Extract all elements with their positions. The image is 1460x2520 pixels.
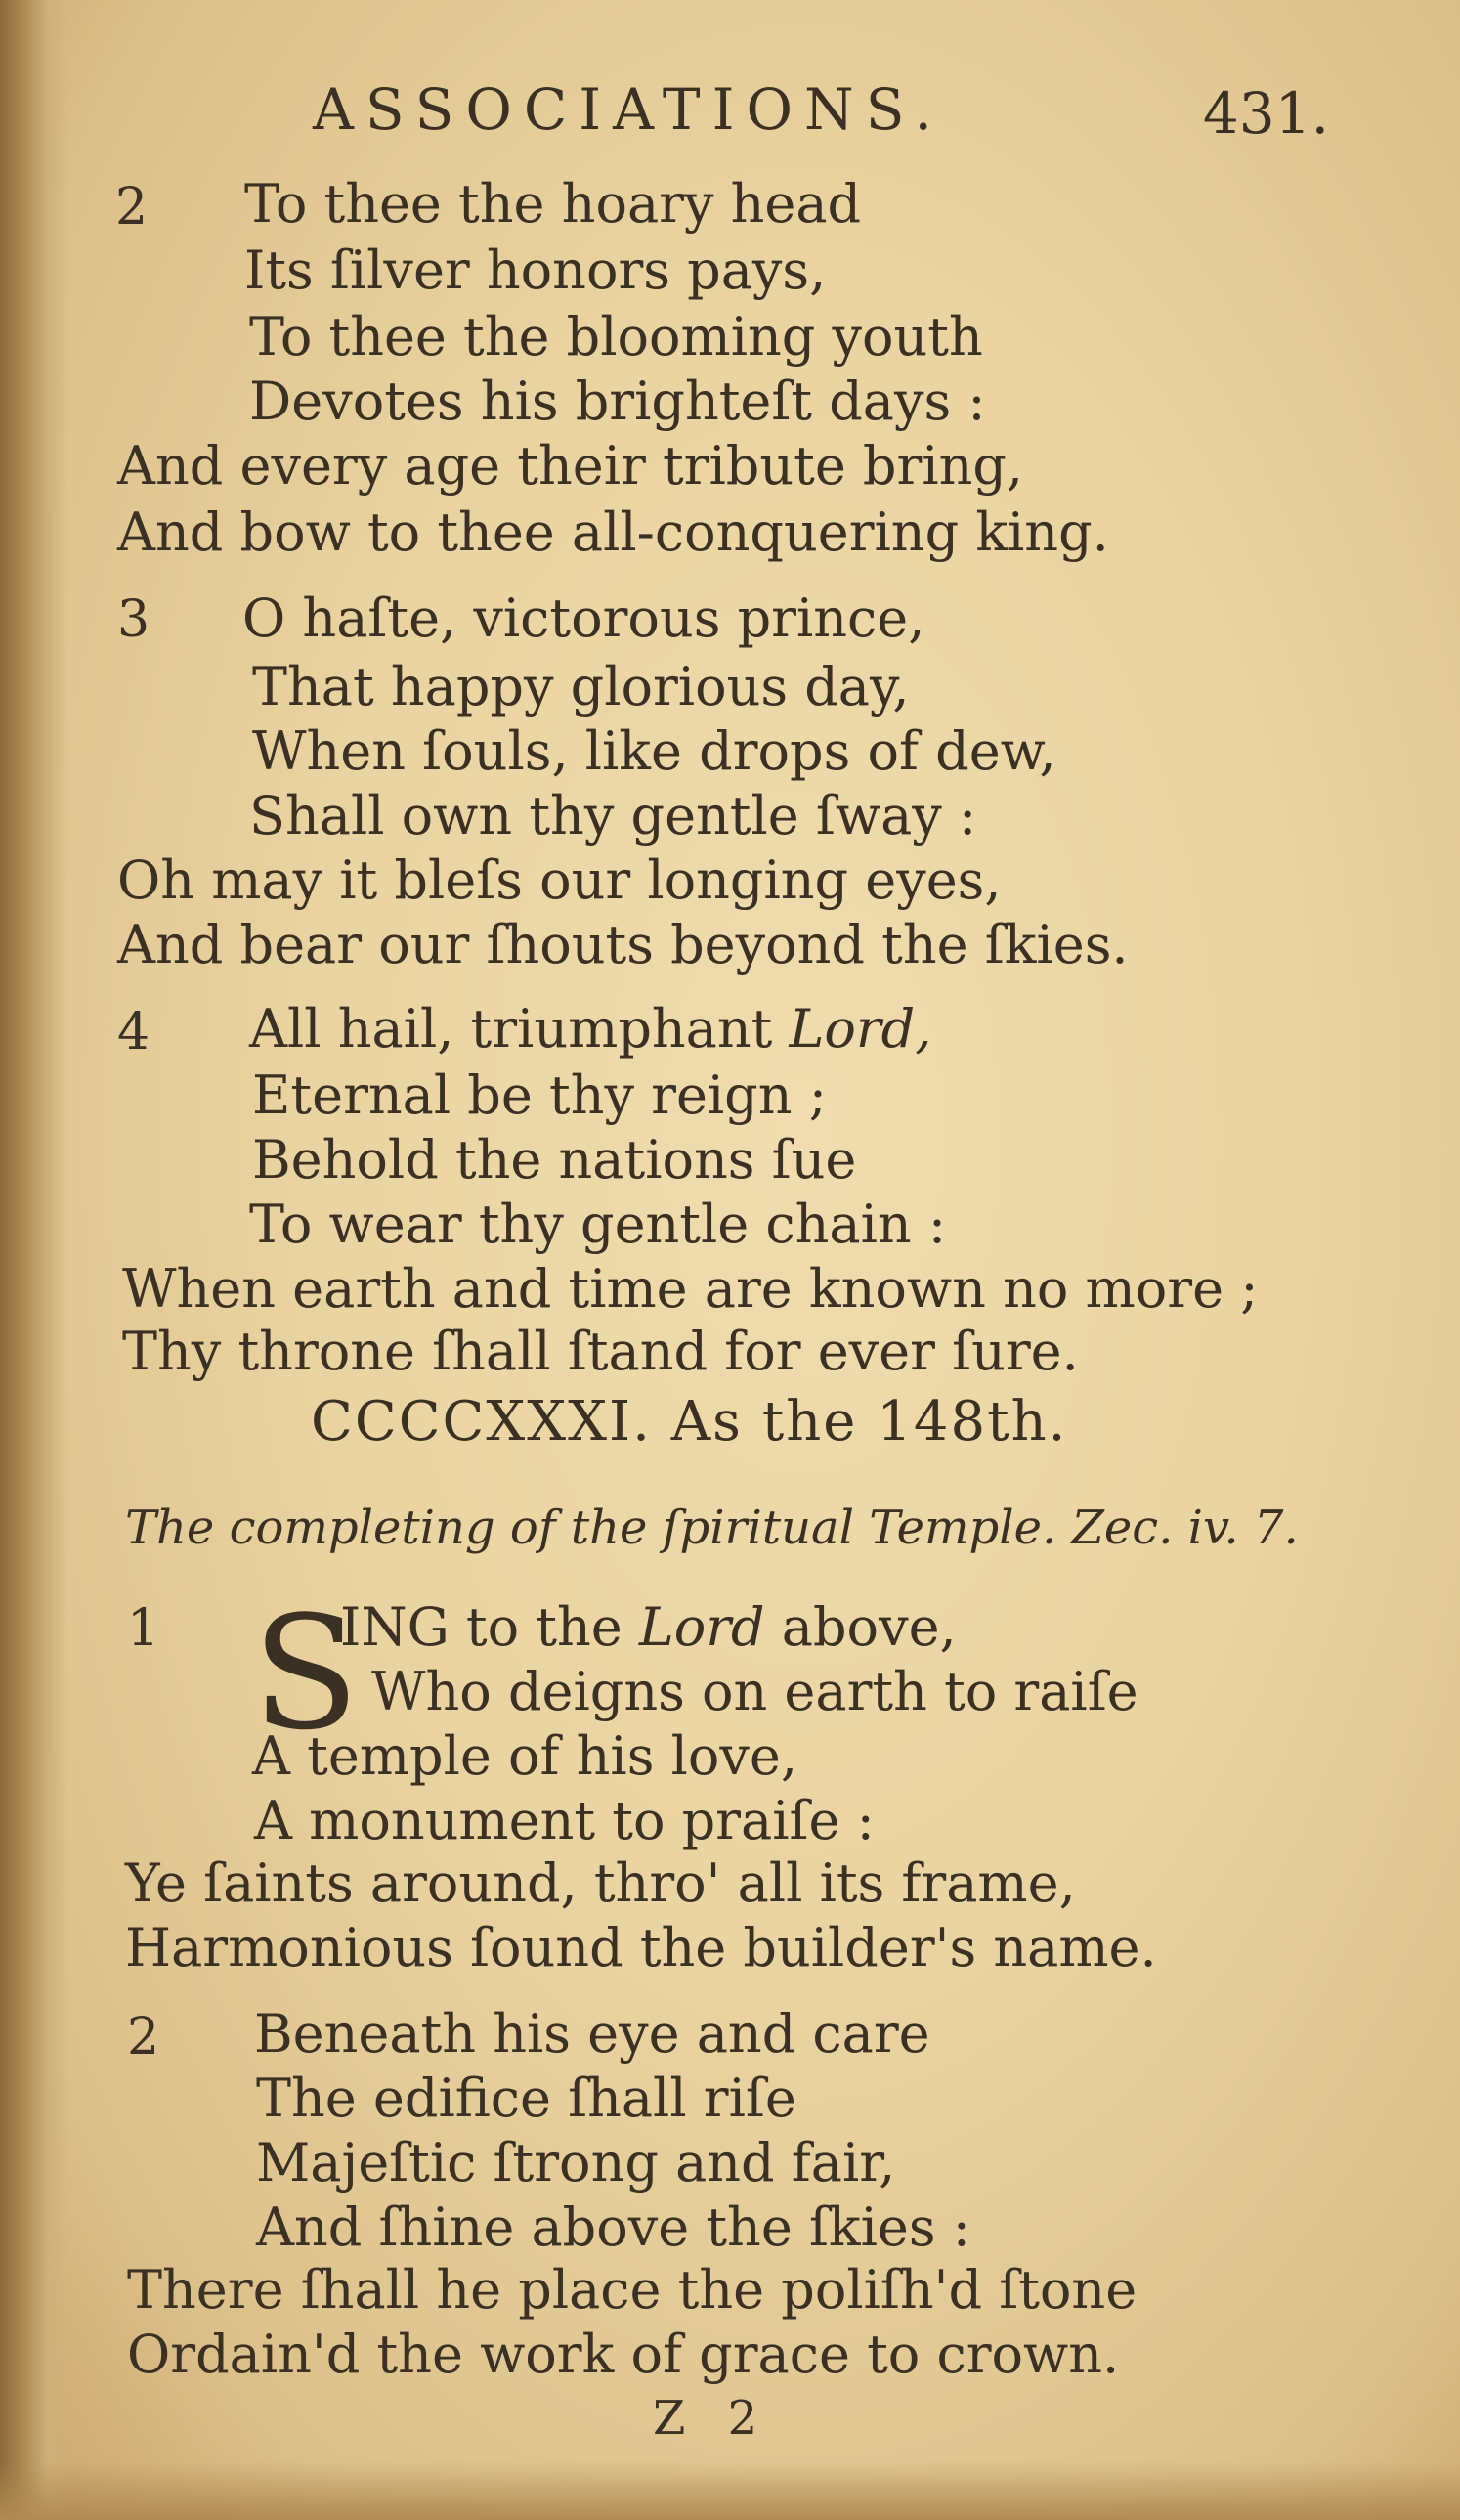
drop-cap: S <box>252 1582 360 1764</box>
verse-line: And bear our ſhouts beyond the ſkies. <box>117 914 1129 976</box>
stanza-number: 2 <box>127 2008 160 2066</box>
page-number: 431. <box>1202 80 1329 147</box>
verse-line: Harmonious ſound the builder's name. <box>125 1917 1157 1978</box>
stanza-number: 2 <box>115 178 149 237</box>
verse-line: All hail, triumphant Lord, <box>249 998 932 1060</box>
verse-line: ING to the Lord above, <box>340 1596 957 1658</box>
verse-line: And every age their tribute bring, <box>117 435 1024 497</box>
page-bottom-edge <box>0 2461 1460 2520</box>
verse-line: To wear thy gentle chain : <box>249 1194 947 1255</box>
verse-line: And ſhine above the ſkies : <box>256 2196 970 2258</box>
verse-line: To thee the hoary head <box>244 173 862 235</box>
page-header <box>313 76 1329 154</box>
verse-line: And bow to thee all-conquering king. <box>117 501 1109 563</box>
hymn-subtitle: The completing of the ſpiritual Temple. Zec. iv. 7. <box>125 1500 1299 1555</box>
verse-line: O haſte, victorous prince, <box>242 587 925 649</box>
stanza-number: 1 <box>127 1599 160 1658</box>
verse-line: When earth and time are known no more ; <box>122 1258 1259 1320</box>
running-head: ASSOCIATIONS. <box>313 76 944 143</box>
verse-line: Oh may it bleſs our longing eyes, <box>117 849 1002 911</box>
verse-line: There ſhall he place the poliſh'd ſtone <box>127 2259 1138 2321</box>
verse-line: Majeſtic ſtrong and fair, <box>256 2132 896 2194</box>
verse-line: Devotes his brighteſt days : <box>249 370 986 432</box>
verse-line: To thee the blooming youth <box>249 306 983 368</box>
verse-line: Eternal be thy reign ; <box>252 1064 827 1126</box>
verse-line: Who deigns on earth to raiſe <box>371 1661 1138 1722</box>
verse-line: Ordain'd the work of grace to crown. <box>127 2324 1120 2385</box>
verse-line: Behold the nations ſue <box>252 1129 857 1191</box>
verse-line: That happy glorious day, <box>252 656 910 717</box>
page-gutter-shadow <box>0 0 68 2520</box>
hymn-heading: CCCCXXXI. As the 148th. <box>311 1390 1068 1454</box>
stanza-number: 4 <box>117 1003 150 1062</box>
verse-line: When ſouls, like drops of dew, <box>252 720 1056 782</box>
verse-line: Beneath his eye and care <box>254 2003 930 2064</box>
verse-line: The edifice ſhall riſe <box>256 2067 796 2129</box>
signature-mark: Z 2 <box>653 2391 772 2446</box>
verse-line: Its ſilver honors pays, <box>244 239 827 301</box>
verse-line: A temple of his love, <box>252 1725 797 1787</box>
stanza-number: 3 <box>117 590 150 649</box>
verse-line: Shall own thy gentle ſway : <box>249 785 977 847</box>
verse-line: Thy throne ſhall ſtand for ever ſure. <box>122 1321 1079 1382</box>
verse-line: Ye ſaints around, thro' all its frame, <box>125 1852 1076 1914</box>
verse-line: A monument to praiſe : <box>254 1790 875 1851</box>
